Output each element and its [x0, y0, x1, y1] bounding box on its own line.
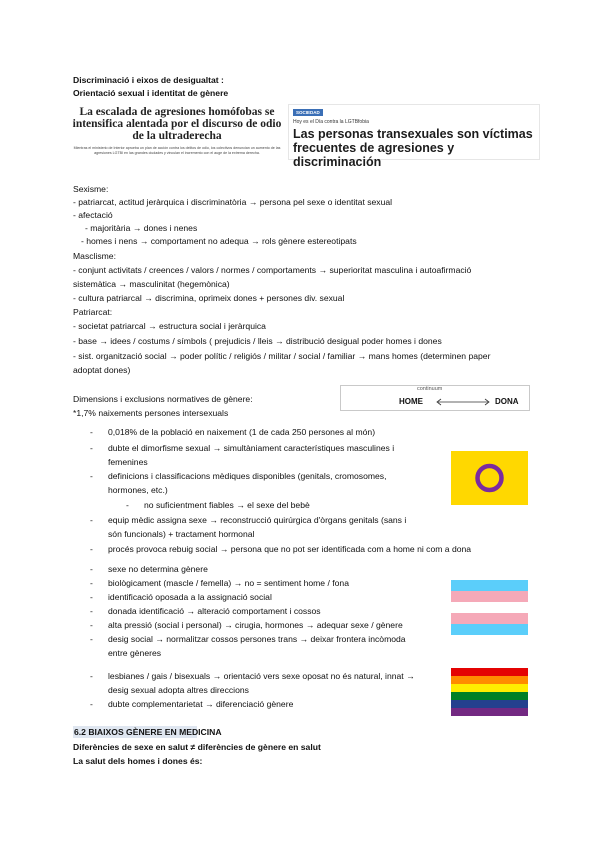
intersex-item: 0,018% de la població en naixement (1 de cada 250 persones al món) — [108, 427, 376, 437]
trans-item-cont: entre gèneres — [108, 648, 162, 658]
home-label: HOME — [399, 397, 423, 406]
topic-title: Discriminació i eixos de desigualtat : — [73, 75, 224, 85]
patriarcat-line: - sist. organització social → poder polític / religiós / militar / social / familiar → mans homes (determinen paper — [73, 351, 491, 361]
intersex-item: equip mèdic assigna sexe → reconstrucció quirúrgica d'òrgans genitals (sans i — [108, 515, 407, 525]
sexisme-line: - majoritària → dones i nenes — [85, 223, 198, 233]
intersex-item-cont: hormones, etc.) — [108, 485, 168, 495]
news-tag: SOCIEDAD — [293, 109, 323, 116]
section-title: 6.2 BIAIXOS GÈNERE EN MEDICINA — [74, 727, 222, 737]
intersex-subitem: no suficientment fiables → el sexe del bebè — [144, 500, 310, 510]
bullet-dash: - — [90, 471, 93, 481]
intersex-item: definicions i classificacions mèdiques disponibles (genitals, cromosomes, — [108, 471, 387, 481]
news-headline: La escalada de agresiones homófobas se intensifica alentada por el discurso de odio de la ultraderecha — [72, 106, 282, 142]
bullet-dash: - — [90, 592, 93, 602]
gender-continuum-diagram — [340, 385, 530, 411]
bullet-dash: - — [90, 443, 93, 453]
sexisme-title: Sexisme: — [73, 184, 109, 194]
topic-subtitle: Orientació sexual i identitat de gènere — [73, 88, 229, 98]
news-subtext: Mientras el ministerio de Interior aprueba un plan de acción contra los delitos de odio, los colectivos denuncian un aumento de las agresiones LGTBI en las grandes ciudades y vinculan el incremento con el auge de la extrema derecha. — [73, 146, 281, 155]
dona-label: DONA — [495, 397, 519, 406]
bullet-dash: - — [90, 634, 93, 644]
bullet-dash: - — [90, 515, 93, 525]
sexisme-line: - afectació — [73, 210, 113, 220]
patriarcat-line: - base → idees / costums / símbols ( prejudicis / lleis → distribució desigual poder homes i dones — [73, 336, 442, 346]
trans-item: biològicament (mascle / femella) → no = sentiment home / fona — [108, 578, 349, 588]
lgb-item: dubte complementarietat → diferenciació gènere — [108, 699, 294, 709]
bullet-dash: - — [126, 500, 129, 510]
masclisme-line: - conjunt activitats / creences / valors / normes / comportaments → superioritat masculina i autoafirmació — [73, 265, 472, 275]
news-clipping-elpais — [72, 106, 282, 174]
double-arrow-icon — [435, 398, 491, 406]
trans-item: alta pressió (social i personal) → cirugia, hormones → adequar sexe / gènere — [108, 620, 403, 630]
masclisme-title: Masclisme: — [73, 251, 116, 261]
bullet-dash: - — [90, 564, 93, 574]
news-clipping-trans — [288, 104, 540, 169]
dimensions-title: Dimensions i exclusions normatives de gènere: — [73, 394, 253, 404]
bullet-dash: - — [90, 620, 93, 630]
masclisme-line: - cultura patriarcal → discrimina, oprimeix dones + persones div. sexual — [73, 293, 345, 303]
section-line: Diferències de sexe en salut ≠ diferències de gènere en salut — [73, 742, 321, 752]
dimensions-note: *1,7% naixements persones intersexuals — [73, 408, 229, 418]
trans-item: identificació oposada a la assignació social — [108, 592, 272, 602]
lgb-item: lesbianes / gais / bisexuals → orientació vers sexe oposat no és natural, innat → — [108, 671, 415, 681]
sexisme-line: - patriarcat, actitud jeràrquica i discriminatòria → persona pel sexe o identitat sexual — [73, 197, 393, 207]
trans-item: desig social → normalitzar cossos persones trans → deixar frontera incòmoda — [108, 634, 406, 644]
intersex-item: procés provoca rebuig social → persona que no pot ser identificada com a home ni com a dona — [108, 544, 472, 554]
masclisme-line: sistemàtica → masculinitat (hegemònica) — [73, 279, 230, 289]
news-headline: Las personas transexuales son víctimas frecuentes de agresiones y discriminación — [293, 127, 533, 169]
lgb-item-cont: desig sexual adopta altres direccions — [108, 685, 249, 695]
sexisme-line: - homes i nens → comportament no adequa → rols gènere estereotipats — [81, 236, 357, 246]
continuum-label: continuum — [417, 386, 443, 392]
bullet-dash: - — [90, 427, 93, 437]
section-line: La salut dels homes i dones és: — [73, 756, 203, 766]
trans-item: sexe no determina gènere — [108, 564, 208, 574]
intersex-item: dubte el dimorfisme sexual → simultàniament característiques masculines i — [108, 443, 395, 453]
intersex-item-cont: femenines — [108, 457, 148, 467]
bullet-dash: - — [90, 578, 93, 588]
bullet-dash: - — [90, 671, 93, 681]
trans-flag-icon — [451, 580, 528, 635]
bullet-dash: - — [90, 544, 93, 554]
trans-item: donada identificació → alteració comportament i cossos — [108, 606, 321, 616]
bullet-dash: - — [90, 606, 93, 616]
intersex-item-cont: són funcionals) + tractament hormonal — [108, 529, 255, 539]
patriarcat-line: - societat patriarcal → estructura social i jeràrquica — [73, 321, 266, 331]
news-subtitle: Hoy es el Día contra la LGTBfobia — [293, 119, 369, 125]
patriarcat-line: adoptat dones) — [73, 365, 131, 375]
bullet-dash: - — [90, 699, 93, 709]
rainbow-flag-icon — [451, 668, 528, 716]
intersex-flag-icon — [451, 451, 528, 505]
patriarcat-title: Patriarcat: — [73, 307, 113, 317]
